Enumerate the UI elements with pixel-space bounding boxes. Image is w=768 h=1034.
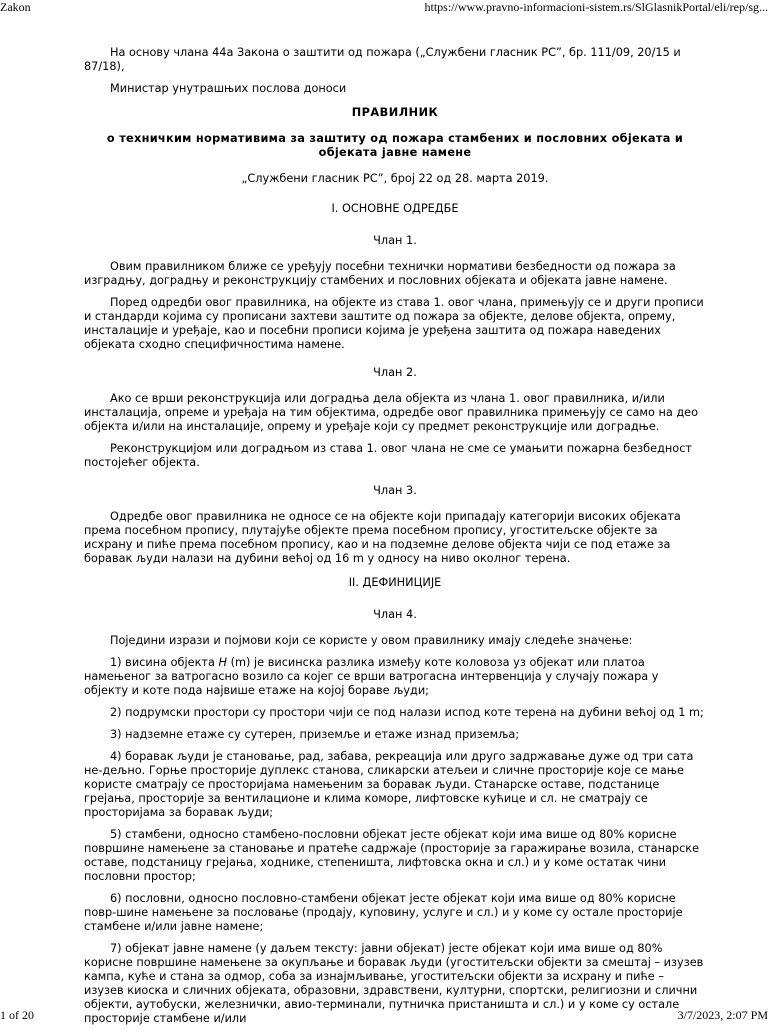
header-url[interactable]: https://www.pravno-informacioni-sistem.rs/SlGlasnikPortal/eli/rep/sg... (424, 0, 768, 14)
definition-item: 3) надземне етаже су сутерен, приземље и етаже изнад приземља; (110, 728, 520, 741)
definition-item: 4) боравак људи је становање, рад, забава, рекреација или друго задржавање дуже од три сата не-дељно. Горње просторије дуплекс станова, сликарски атељеи и сличне просторије које се мање користе сматрају се просторијама намењеним за боравак људи. Станарске оставе, подстанице грејања, просторије за вентилационе и клима коморе, лифтовске кућице и сл. не сматрају се просторијама за боравак људи; (84, 750, 694, 819)
definition-item: 6) пословни, односно пословно-стамбени објекат јесте објекат који има више од 80% корисне повр-шине намењене за пословање (продају, куповину, услуге и сл.) и у коме су остале просторије стамбене и/или јавне намене; (84, 892, 683, 933)
intro-paragraph: На основу члана 44а Закона о заштити од пожара („Службени гласник РС”, бр. 111/09, 20/15 и 87/18), (84, 46, 681, 73)
document-body (84, 46, 706, 1034)
article-paragraph: Реконструкцијом или доградњом из става 1. овог члана не сме се умањити пожарна безбедност постојећег објекта. (84, 442, 692, 469)
document-subtitle: о техничким нормативима за заштиту од пожара стамбених и пословних објеката и објеката јавне намене (106, 132, 684, 159)
print-timestamp: 3/7/2023, 2:07 PM (677, 1008, 768, 1022)
gazette-reference: „Службени гласник РС”, број 22 од 28. марта 2019. (241, 172, 549, 185)
definition-item (84, 656, 706, 698)
definition-item: 7) објекат јавне намене (у даљем тексту: јавни објекат) јесте објекат који има више од 80% корисне површине намењене за окупљање и боравак људи (угоститељски објекти за смештај – изузев кампа, куће и стана за одмор, соба за изнајмљивање, угоститељски објекти за исхрану и пиће – изузев киоска и сличних објеката, образовни, здравствени, културни, спортски, религиозни и слични објекти, аутобуски, железнички, авио-терминали, путничка пристаништа и сл.) и у коме су остале просторије стамбене и/или (84, 942, 704, 1025)
article-paragraph: Овим правилником ближе се уређују посебни технички нормативи безбедности од пожара за изградњу, доградњу и реконструкцију стамбених и пословних објеката и објеката јавне намене. (84, 260, 676, 287)
article-heading: Члан 1. (373, 234, 417, 247)
definition-text: 1) висина објекта (110, 656, 219, 669)
article-paragraph: Поједини изрази и појмови који се користе у овом правилнику имају следеће значење: (110, 634, 633, 647)
article-heading: Члан 4. (373, 608, 417, 621)
page-counter: 1 of 20 (0, 1008, 34, 1022)
document-title: ПРАВИЛНИК (351, 106, 439, 119)
intro-paragraph: Министар унутрашњих послова доноси (110, 82, 347, 95)
article-paragraph: Ако се врши реконструкција или доградња дела објекта из члана 1. овог правилника, и/или инсталација, опреме и уређаја на тим објектима, одредбе овог правилника примењују се само на део објекта и/или на инсталације, опрему и уређаје који су предмет реконструкције или доградње. (84, 392, 699, 433)
article-heading: Члан 2. (373, 366, 417, 379)
article-paragraph: Поред одредби овог правилника, на објекте из става 1. овог члана, примењују се и други прописи и стандарди којима су прописани захтеви заштите од пожара за објекте, делове објекта, опрему, инсталације и уређаје, као и посебни прописи којима је уређена заштита од пожара наведених објеката сходно специфичностима намене. (84, 296, 704, 351)
definition-symbol: H (218, 656, 228, 669)
definition-item: 2) подрумски простори су простори чији се под налази испод коте терена на дубини већој од 1 m; (110, 706, 704, 719)
definition-text: (m) је висинска разлика између коте коловоза уз објекат или платоа намењеног за ватрогасно возило са којег се врши ватрогасна интервенција у случају пожара у објекту и коте пода највише етаже на којој бораве људи; (84, 656, 659, 697)
article-paragraph: Одредбе овог правилника не односе се на објекте који припадају категорији високих објеката према посебном пропису, плутајуће објекте према посебном пропису, угоститељске објекте за исхрану и пиће према посебном пропису, као и на подземне делове објекта чији се под етаже за боравак људи налази на дубини већој од 16 m у односу на ниво околног терена. (84, 510, 681, 565)
section-heading: I. ОСНОВНЕ ОДРЕДБЕ (331, 202, 459, 215)
page-header (0, 0, 768, 16)
page-footer (0, 1008, 768, 1024)
definition-item: 5) стамбени, односно стамбено-пословни објекат јесте објекат који има више од 80% корисне површине намењене за становање и пратеће садржаје (просторије за гаражирање возила, станарске оставе, подстаницу грејања, ходнике, степеништа, лифтовска окна и сл.) и у коме остатак чини пословни простор; (84, 828, 700, 883)
section-heading: II. ДЕФИНИЦИЈЕ (348, 576, 442, 589)
header-title: Zakon (0, 0, 31, 14)
article-heading: Члан 3. (373, 484, 417, 497)
